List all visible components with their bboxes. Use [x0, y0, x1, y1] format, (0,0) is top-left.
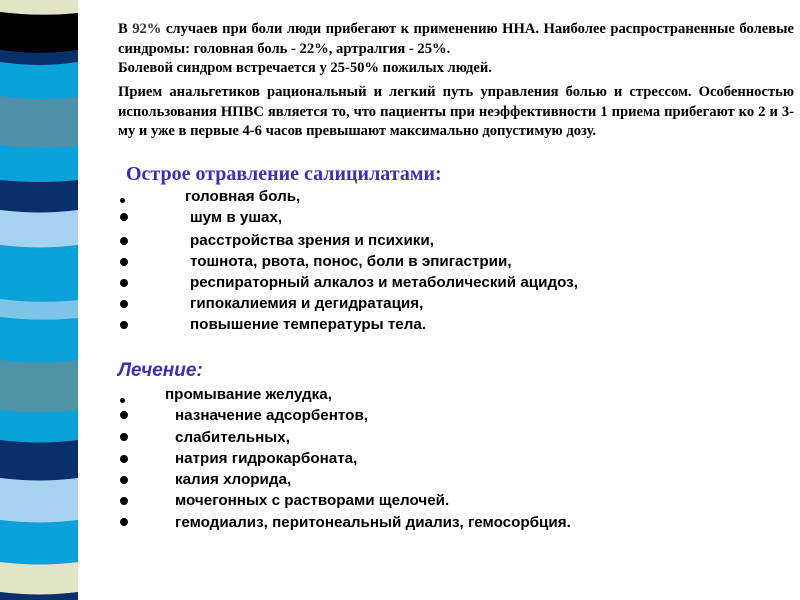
decorative-stripe [0, 0, 78, 600]
symptom-item: повышение температуры тела. [190, 316, 427, 333]
stripe-band [0, 410, 78, 443]
treatment-item: назначение адсорбентов, [175, 407, 368, 424]
poisoning-heading: Острое отравление салицилатами: [126, 163, 442, 185]
bullet-dot [120, 258, 128, 266]
stripe-band [0, 440, 78, 481]
stripe-band [0, 210, 78, 248]
elderly-pain-note: Болевой синдром встречается у 25-50% пожилых людей. [118, 60, 492, 76]
bullet-dot [120, 518, 128, 526]
bullet-dot [120, 476, 128, 484]
bullet-dot [120, 411, 128, 419]
treatment-item: промывание желудка, [165, 386, 332, 403]
bullet-dot [120, 398, 125, 403]
symptom-item: респираторный алкалоз и метаболический ацидоз, [190, 274, 578, 291]
treatment-item: гемодиализ, перитонеальный диализ, гемосорбция. [175, 514, 571, 531]
stripe-band [0, 478, 78, 523]
symptom-item: расстройства зрения и психики, [190, 232, 434, 249]
bullet-dot [120, 321, 128, 329]
bullet-dot [120, 237, 128, 245]
stripe-band [0, 299, 78, 320]
treatment-item: натрия гидрокарбоната, [175, 450, 358, 467]
stripe-band [0, 62, 78, 99]
symptom-item: тошнота, рвота, понос, боли в эпигастрии, [190, 253, 512, 270]
stripe-band [0, 12, 78, 53]
treatment-item: калия хлорида, [175, 471, 292, 488]
stripe-band [0, 562, 78, 595]
stripe-band [0, 317, 78, 363]
analgesic-paragraph: Прием анальгетиков рациональный и легкий путь управления болью и стрессом. Особенностью использования НПВС является то, что пациенты при неэффективности 1 приема прибегают ко 2 и 3-му и уже в первые 4-6 часов превышают максимально допустимую дозу. [118, 84, 794, 139]
treatment-heading: Лечение: [118, 360, 203, 381]
treatment-item: слабительных, [175, 429, 290, 446]
symptom-item: гипокалиемия и дегидратация, [190, 295, 424, 312]
bullet-dot [120, 300, 128, 308]
stripe-band [0, 245, 78, 302]
symptom-item: шум в ушах, [190, 209, 283, 226]
symptom-item: головная боль, [185, 188, 301, 205]
stripe-band [0, 96, 78, 148]
intro-paragraph [118, 20, 794, 79]
bullet-dot [120, 433, 128, 441]
bullet-dot [120, 279, 128, 287]
intro-text-start: В [118, 21, 133, 37]
bullet-dot [120, 213, 128, 221]
stripe-band [0, 360, 78, 413]
stripe-band [0, 180, 78, 213]
percent-92: 92% [132, 21, 162, 37]
stripe-band [0, 145, 78, 182]
bullet-dot [120, 455, 128, 463]
stripe-band [0, 520, 78, 565]
bullet-dot [120, 497, 128, 505]
treatment-item: мочегонных с растворами щелочей. [175, 492, 450, 509]
intro-text-rest: случаев при боли люди прибегают к применению ННА. Наиболее распространенные болевые синдромы: головная боль - 22%, артралгия - 25%. [118, 21, 794, 57]
bullet-dot [120, 198, 125, 203]
stripe-band [0, 0, 78, 15]
